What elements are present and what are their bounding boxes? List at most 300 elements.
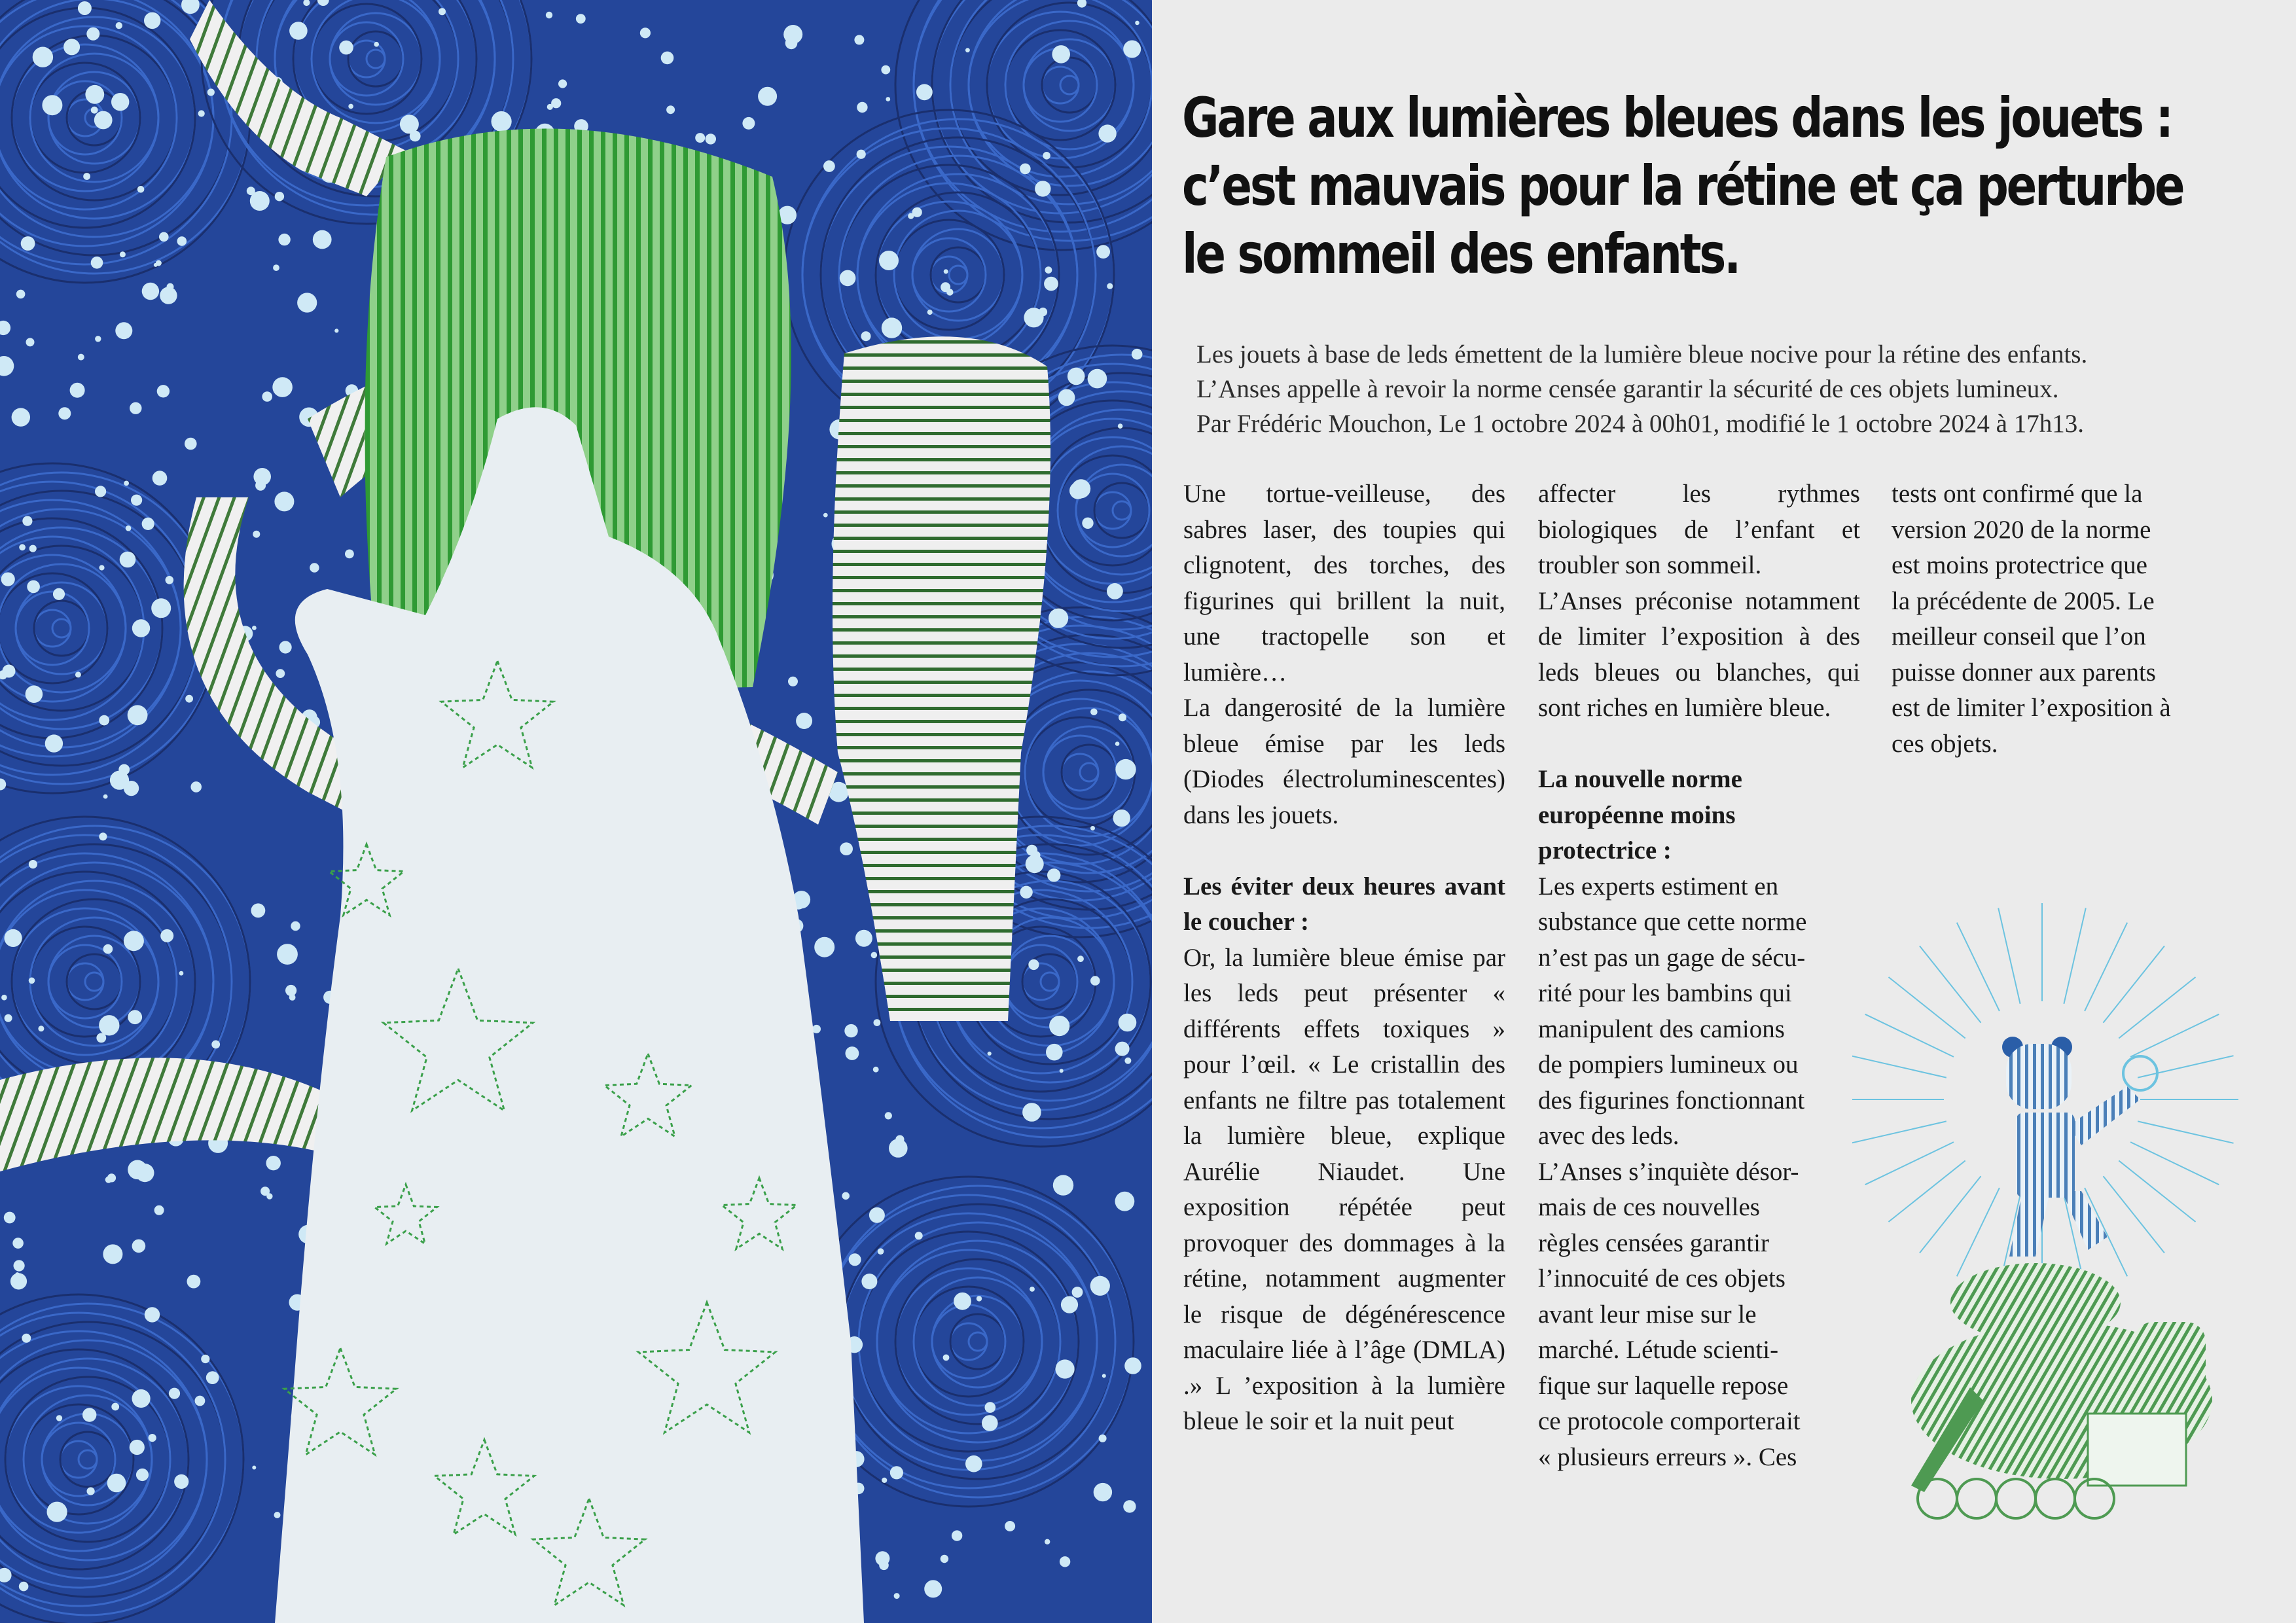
light-dot: [159, 232, 169, 242]
light-dot: [946, 289, 953, 295]
light-dot: [1058, 389, 1075, 406]
light-dot: [285, 985, 296, 996]
light-dot: [1082, 518, 1093, 529]
light-dot: [849, 1253, 861, 1266]
light-dot: [546, 12, 552, 18]
light-dot: [130, 402, 141, 414]
light-dot: [272, 377, 293, 397]
text-line: des figurines fonctionnant: [1538, 1086, 1805, 1115]
light-dot: [103, 944, 113, 954]
light-dot: [29, 860, 37, 868]
light-dot: [889, 1139, 908, 1158]
light-dot: [869, 1207, 885, 1223]
light-dot: [58, 407, 71, 419]
light-dot: [152, 471, 168, 486]
light-dot: [29, 978, 35, 984]
light-ray: [1889, 977, 1965, 1039]
light-ray: [1957, 1188, 2000, 1276]
light-dot: [1107, 583, 1123, 599]
light-dot: [33, 47, 53, 67]
light-dot: [857, 102, 867, 113]
light-dot: [861, 1274, 877, 1289]
subheading: La nouvelle norme européenne moins protectrice :: [1538, 765, 1742, 865]
paragraph: Une tortue-veilleuse, des sabres laser, des toupies qui clignotent, des torches, des figurines qui brillent la nuit, une tractopelle son et lumière…: [1183, 480, 1505, 687]
subheading: Les éviter deux heures avant le coucher :: [1183, 872, 1505, 936]
text-line: meilleur conseil que l’on: [1892, 622, 2146, 651]
light-dot: [1115, 1042, 1130, 1056]
light-dot: [988, 1052, 992, 1056]
light-ray: [2130, 1014, 2219, 1057]
light-dot: [1056, 1359, 1075, 1378]
light-dot: [1090, 976, 1100, 986]
light-dot: [854, 35, 864, 45]
light-dot: [47, 1502, 67, 1522]
light-dot: [894, 1593, 900, 1599]
light-dot: [149, 1434, 156, 1442]
light-dot: [695, 133, 705, 143]
toy-ring: [1957, 1479, 1996, 1518]
light-dot: [142, 518, 154, 530]
light-dot: [177, 236, 187, 246]
light-dot: [10, 1273, 27, 1289]
text-line: avec des leds.: [1538, 1122, 1679, 1150]
light-dot: [95, 336, 101, 342]
text-line: est moins protectrice que: [1892, 551, 2147, 579]
light-dot: [22, 1334, 31, 1343]
light-dot: [132, 1389, 151, 1408]
light-dot: [252, 626, 257, 630]
light-dot: [137, 186, 145, 193]
light-dot: [19, 544, 26, 550]
light-dot: [22, 516, 32, 526]
light-dot: [26, 338, 35, 346]
light-dot: [785, 37, 798, 50]
light-dot: [1045, 266, 1052, 274]
light-ray: [1889, 1161, 1965, 1222]
light-dot: [19, 1582, 29, 1592]
light-dot: [99, 832, 107, 840]
light-dot: [1072, 1287, 1083, 1298]
light-dot: [260, 1186, 270, 1196]
light-dot: [45, 734, 63, 752]
light-dot: [1123, 1500, 1136, 1512]
light-dot: [861, 331, 871, 341]
light-dot: [1026, 855, 1044, 873]
light-dot: [1061, 1296, 1078, 1313]
column-3: [1892, 476, 2212, 762]
light-dot: [75, 671, 81, 677]
light-dot: [103, 794, 108, 799]
light-dot: [56, 1415, 62, 1421]
light-dot: [1039, 308, 1047, 316]
light-dot: [126, 526, 132, 531]
light-dot: [558, 79, 567, 88]
light-dot: [142, 283, 159, 300]
light-dot: [38, 1026, 44, 1031]
light-dot: [273, 264, 279, 271]
light-dot: [136, 1469, 149, 1481]
light-dot: [111, 1403, 119, 1411]
light-dot: [941, 1555, 948, 1563]
light-dot: [952, 1530, 962, 1541]
light-dot: [99, 715, 109, 726]
light-dot: [666, 105, 675, 114]
light-dot: [154, 1205, 164, 1215]
light-dot: [255, 480, 266, 491]
light-dot: [63, 39, 80, 55]
light-dot: [94, 111, 113, 130]
light-ray: [2130, 1142, 2219, 1185]
light-dot: [1043, 152, 1050, 160]
light-dot: [275, 192, 284, 201]
light-dot: [374, 42, 379, 47]
light-dot: [842, 1192, 850, 1200]
column-1: [1183, 476, 1505, 1440]
light-dot: [1124, 1357, 1141, 1374]
light-dot: [814, 937, 834, 957]
light-dot: [1049, 1016, 1069, 1036]
light-dot: [82, 1408, 96, 1421]
light-dot: [348, 104, 353, 109]
light-dot: [289, 22, 308, 40]
light-dot: [1047, 868, 1060, 882]
light-dot: [124, 781, 139, 796]
light-dot: [1046, 1044, 1063, 1061]
light-dot: [1090, 1276, 1110, 1296]
light-dot: [151, 598, 171, 618]
light-dot: [1123, 41, 1141, 58]
light-ray: [2119, 1161, 2195, 1222]
light-dot: [250, 191, 270, 211]
light-dot: [334, 329, 338, 332]
light-dot: [156, 260, 162, 266]
light-dot: [879, 251, 899, 270]
text-line: ce protocole comporterait: [1538, 1407, 1801, 1435]
light-dot: [128, 705, 148, 725]
light-ray: [1852, 1121, 1946, 1143]
light-dot: [1099, 1435, 1107, 1442]
light-dot: [128, 710, 132, 714]
text-line: avant leur mise sur le: [1538, 1300, 1757, 1329]
light-dot: [277, 944, 298, 965]
light-dot: [4, 1212, 16, 1224]
light-dot: [12, 408, 30, 426]
light-dot: [262, 391, 272, 402]
light-ray: [2064, 908, 2085, 1004]
light-dot: [410, 131, 421, 142]
light-dot: [1090, 709, 1098, 716]
light-dot: [95, 486, 106, 497]
light-dot: [882, 317, 902, 338]
light-dot: [886, 97, 890, 101]
light-dot: [1115, 741, 1120, 746]
paragraph: La dangerosité de la lumière bleue émise par les leds (Diodes électroluminescentes) dans les jouets.: [1183, 694, 1505, 829]
light-dot: [982, 1415, 998, 1431]
light-dot: [160, 287, 177, 304]
light-dot: [207, 88, 215, 96]
light-dot: [130, 1440, 145, 1455]
light-dot: [1132, 349, 1143, 360]
light-dot: [788, 677, 798, 687]
paragraph: Or, la lumière bleue émise par les leds peut présenter « différents effets toxiques » pour l’œil. « Le cristallin des enfants ne filtre pas totalement la lumière bleue, explique Aurélie Niaudet. Une exposition répétée peut provoquer des dommages à la rétine, notamment augmenter le risque de dégénérescence maculaire liée à l’âge (DMLA) .» L ’exposition à la lumière bleue le soir et la nuit peut: [1183, 943, 1505, 1435]
text-line: n’est pas un gage de sécu-: [1538, 943, 1806, 972]
light-dot: [21, 236, 35, 251]
light-ray: [1852, 1056, 1946, 1077]
light-dot: [124, 481, 129, 486]
light-dot: [1115, 1192, 1135, 1211]
text-line: manipulent des camions: [1538, 1014, 1785, 1043]
light-dot: [201, 1355, 209, 1363]
text-line: rité pour les bambins qui: [1538, 979, 1792, 1007]
light-dot: [844, 1024, 857, 1037]
light-dot: [954, 1293, 971, 1310]
text-line: substance que cette norme: [1538, 908, 1807, 936]
text-line: tests ont confirmé que la: [1892, 480, 2143, 508]
light-dot: [742, 117, 755, 130]
light-dot: [16, 290, 26, 299]
paragraph: [1538, 1154, 1860, 1476]
paragraph: affecter les rythmes biologiques de l’enfant et troubler son sommeil.: [1538, 480, 1860, 579]
text-line: est de limiter l’exposition à: [1892, 694, 2171, 722]
light-dot: [823, 160, 835, 172]
light-dot: [943, 1355, 950, 1361]
light-dot: [965, 1455, 982, 1472]
light-dot: [86, 27, 99, 41]
light-dot: [5, 929, 22, 947]
article-headline: [1182, 84, 2183, 288]
light-ray: [1865, 1142, 1954, 1185]
light-dot: [279, 641, 292, 653]
light-dot: [874, 1019, 881, 1026]
light-dot: [977, 1296, 982, 1301]
byline: Par Frédéric Mouchon, Le 1 octobre 2024 à 00h01, modifié le 1 octobre 2024 à 17h13.: [1196, 410, 2084, 438]
light-dot: [1060, 1556, 1070, 1567]
light-dot: [206, 1371, 219, 1384]
light-dot: [211, 1041, 220, 1049]
light-ray: [1998, 908, 2020, 1004]
light-ray: [2119, 977, 2195, 1039]
light-dot: [157, 385, 170, 397]
light-dot: [42, 95, 62, 115]
light-ray: [1957, 923, 2000, 1011]
light-dot: [916, 84, 933, 100]
light-dot: [1135, 21, 1139, 26]
light-dot: [345, 550, 354, 559]
light-dot: [78, 1, 92, 15]
light-dot: [758, 87, 777, 106]
light-dot: [128, 1010, 142, 1024]
light-dot: [99, 1015, 119, 1035]
toy-bear: [2134, 1322, 2206, 1407]
toy-brick-block: [2088, 1414, 2186, 1486]
light-dot: [103, 1244, 122, 1264]
robot-arm: [2068, 1086, 2140, 1145]
light-dot: [1124, 1058, 1131, 1064]
light-dot: [881, 65, 890, 75]
light-dot: [912, 207, 922, 217]
light-dot: [1090, 826, 1095, 830]
light-dot: [190, 781, 202, 793]
robot-illustration: [1852, 903, 2258, 1544]
light-dot: [661, 52, 674, 65]
text-line: « plusieurs erreurs ». Ces: [1538, 1442, 1797, 1471]
light-dot: [1, 995, 7, 1001]
light-dot: [1052, 45, 1070, 63]
light-dot: [27, 580, 40, 594]
light-dot: [70, 383, 85, 398]
light-dot: [132, 619, 150, 637]
light-dot: [871, 952, 878, 959]
light-dot: [195, 1396, 206, 1406]
paragraph: [1538, 869, 1860, 1154]
light-dot: [924, 1580, 942, 1597]
light-dot: [492, 111, 512, 132]
light-dot: [169, 1388, 180, 1399]
toy-ring: [1996, 1479, 2036, 1518]
light-dot: [266, 1156, 281, 1170]
light-dot: [1044, 277, 1058, 291]
light-dot: [278, 234, 290, 245]
text-line: règles censées garantir: [1538, 1228, 1769, 1257]
light-dot: [1096, 245, 1110, 259]
light-ray: [1920, 946, 1981, 1023]
light-dot: [879, 1561, 889, 1571]
robot-body: [2016, 1113, 2075, 1198]
light-dot: [1067, 368, 1085, 385]
light-dot: [124, 931, 144, 951]
light-ray: [2104, 946, 2165, 1023]
light-dot: [1118, 423, 1123, 429]
light-dot: [144, 12, 160, 29]
light-dot: [85, 85, 104, 104]
light-dot: [1094, 1483, 1112, 1501]
light-dot: [1107, 283, 1113, 289]
toy-ring: [2036, 1479, 2075, 1518]
light-dot: [120, 552, 136, 568]
light-dot: [174, 1474, 188, 1489]
light-dot: [252, 1466, 256, 1470]
light-dot: [339, 41, 353, 55]
light-dot: [857, 150, 866, 159]
light-dot: [198, 110, 205, 116]
light-dot: [1102, 1374, 1106, 1378]
light-dot: [5, 1014, 12, 1022]
article-intro: [1196, 337, 2270, 441]
light-dot: [915, 1232, 923, 1240]
light-dot: [116, 22, 122, 29]
light-dot: [1119, 1014, 1137, 1032]
light-dot: [855, 930, 872, 947]
light-dot: [87, 1488, 95, 1495]
light-dot: [1119, 713, 1126, 721]
light-dot: [1020, 164, 1031, 175]
light-dot: [1020, 886, 1032, 899]
light-dot: [885, 1112, 892, 1119]
paragraph: L’Anses préconise notamment de limiter l’exposition à des leds bleues ou blanches, qui sont riches en lumière bleue.: [1538, 586, 1860, 722]
light-dot: [1028, 959, 1039, 970]
light-dot: [131, 495, 142, 506]
lightbulb-icon: [2123, 1056, 2157, 1090]
light-dot: [576, 14, 586, 24]
light-dot: [890, 1466, 903, 1479]
text-line: la précédente de 2005. Le: [1892, 586, 2155, 615]
light-dot: [107, 1173, 116, 1182]
text-line: Les experts estiment en: [1538, 872, 1779, 901]
light-dot: [927, 310, 933, 315]
intro-line: L’Anses appelle à revoir la norme censée garantir la sécurité de ces objets lumineux.: [1196, 375, 2059, 403]
light-ray: [2085, 923, 2127, 1011]
text-line: L’Anses s’inquiète désor-: [1538, 1157, 1799, 1186]
light-dot: [274, 1512, 281, 1518]
light-dot: [1, 573, 15, 586]
light-dot: [53, 588, 65, 600]
light-dot: [882, 1478, 887, 1483]
light-dot: [1045, 1539, 1050, 1544]
light-dot: [1035, 181, 1050, 196]
text-line: marché. Létude scienti-: [1538, 1336, 1779, 1364]
light-dot: [99, 565, 104, 570]
light-dot: [145, 1307, 160, 1322]
headline-line: Gare aux lumières bleues dans les jouets :: [1182, 86, 2172, 150]
light-dot: [706, 134, 716, 144]
headline-line: le sommeil des enfants.: [1182, 222, 1739, 286]
light-dot: [165, 576, 173, 584]
light-dot: [115, 322, 132, 339]
light-dot: [297, 293, 317, 312]
intro-line: Les jouets à base de leds émettent de la lumière bleue nocive pour la rétine des enfants.: [1196, 340, 2088, 368]
light-dot: [965, 48, 970, 52]
light-ray: [1920, 1176, 1981, 1253]
light-dot: [289, 994, 296, 1001]
light-dot: [83, 173, 90, 180]
headline-line: c’est mauvais pour la rétine et ça perturbe: [1182, 154, 2183, 218]
light-dot: [1115, 759, 1136, 779]
light-dot: [1030, 1287, 1035, 1292]
light-dot: [840, 270, 856, 287]
light-dot: [187, 1275, 201, 1289]
light-dot: [985, 1402, 996, 1413]
light-dot: [1088, 369, 1107, 389]
light-dot: [14, 1260, 25, 1271]
light-dot: [1098, 124, 1116, 142]
light-dot: [253, 531, 260, 538]
light-dot: [1005, 1521, 1015, 1531]
light-dot: [1113, 810, 1130, 827]
light-dot: [796, 713, 812, 729]
light-dot: [1053, 1175, 1073, 1195]
light-dot: [274, 491, 294, 511]
light-dot: [640, 27, 651, 38]
light-dot: [107, 1474, 126, 1493]
light-dot: [1022, 1103, 1041, 1122]
light-dot: [547, 104, 553, 110]
light-dot: [12, 1238, 24, 1249]
light-dot: [132, 1240, 146, 1253]
light-dot: [185, 438, 197, 450]
light-dot: [91, 257, 103, 269]
paragraph: [1892, 476, 2212, 762]
text-line: puisse donner aux parents: [1892, 658, 2156, 687]
light-dot: [1077, 955, 1084, 962]
light-dot: [128, 1160, 147, 1180]
text-line: ces objets.: [1892, 729, 1998, 758]
light-dot: [291, 921, 300, 931]
light-dot: [251, 903, 266, 918]
light-dot: [91, 107, 98, 114]
light-dot: [823, 513, 828, 518]
light-dot: [310, 563, 319, 572]
light-dot: [29, 545, 37, 552]
